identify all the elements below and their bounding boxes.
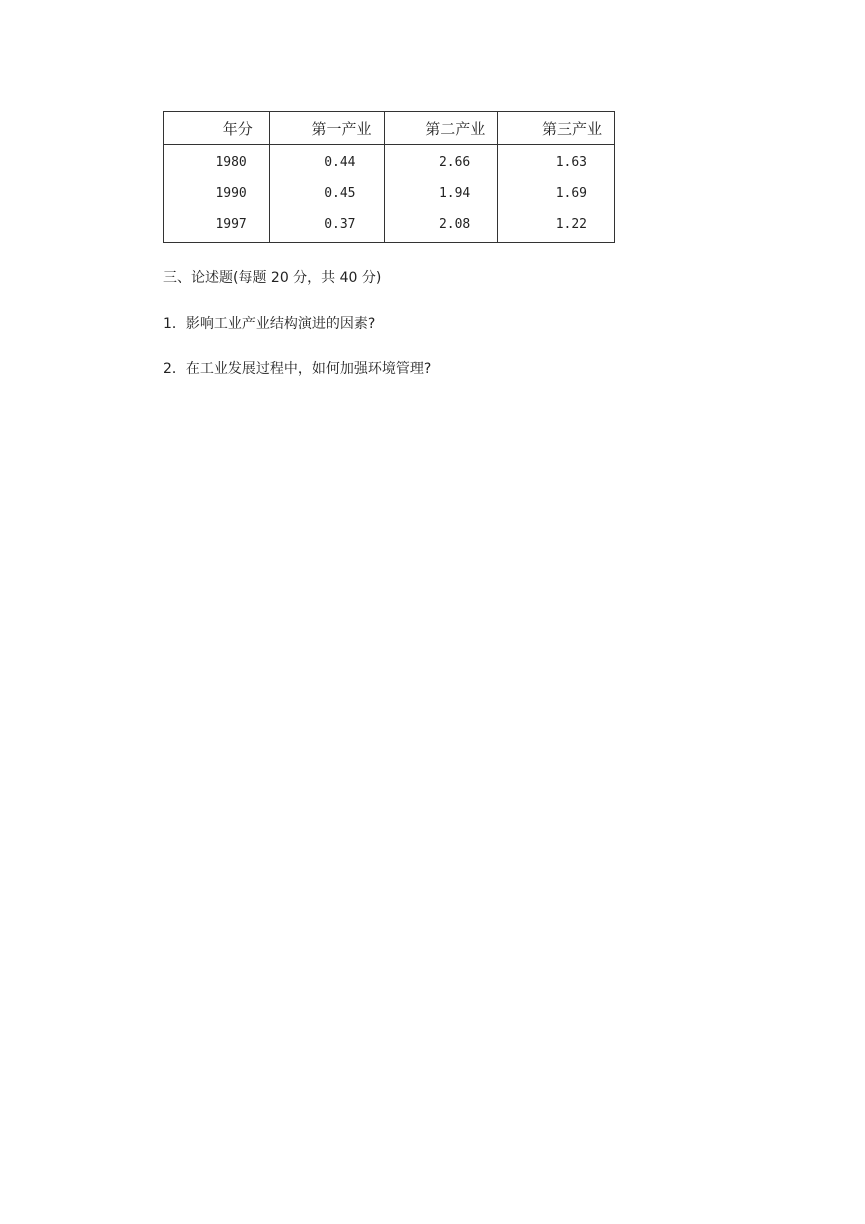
data-table [163,111,615,243]
table-header-cell: 年分 [164,112,270,145]
section-heading: 三、论述题(每题 20 分，共 40 分) [163,270,382,286]
table-cell: 1997 [164,209,270,243]
table-cell: 0.45 [269,178,384,209]
table-header-row [164,112,615,145]
table-cell: 0.44 [269,145,384,179]
table-cell: 2.66 [384,145,498,179]
table-header-cell: 第二产业 [384,112,498,145]
table-row [164,209,615,243]
table-cell: 1.22 [498,209,615,243]
table-row [164,145,615,179]
table-row [164,178,615,209]
table-cell: 1990 [164,178,270,209]
table-cell: 1.63 [498,145,615,179]
table-cell: 2.08 [384,209,498,243]
question-item: 1．影响工业产业结构演进的因素? [163,316,376,332]
table-header-cell: 第一产业 [269,112,384,145]
table-cell: 1980 [164,145,270,179]
table-cell: 0.37 [269,209,384,243]
question-item: 2．在工业发展过程中，如何加强环境管理? [163,361,432,377]
table-cell: 1.69 [498,178,615,209]
table-cell: 1.94 [384,178,498,209]
table-header-cell: 第三产业 [498,112,615,145]
